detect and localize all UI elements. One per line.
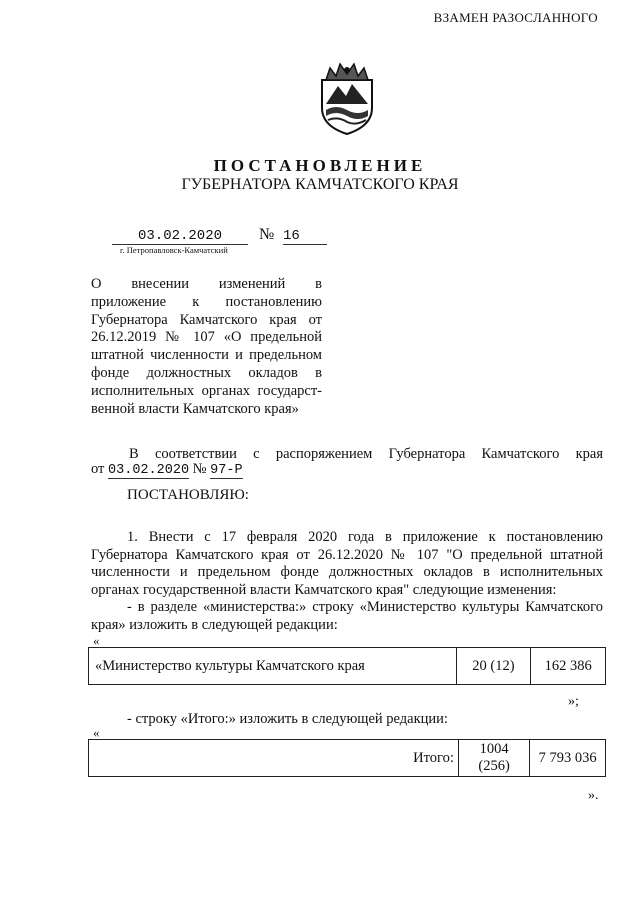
close-quote: »; <box>568 694 579 709</box>
place-of-issue: г. Петропавловск-Камчатский <box>120 245 228 255</box>
body-text <box>91 529 603 634</box>
basis-number: 97-Р <box>210 463 243 478</box>
open-quote: « <box>93 633 100 648</box>
ministry-name-cell: «Министерство культуры Камчатского края <box>89 648 457 685</box>
document-number: 16 <box>283 228 327 245</box>
subitem-2: - строку «Итого:» изложить в следующей редакции: <box>127 711 448 727</box>
document-subject: О внесении изменений в приложение к постановлению Губернатора Камчатского края от 26.12.2019 № 107 «О предельной штатной численности и предельном фонде должностных окладов в исполнительных органах государст-венной власти Камчатского края» <box>91 276 322 417</box>
document-subtitle: ГУБЕРНАТОРА КАМЧАТСКОГО КРАЯ <box>181 176 459 193</box>
basis-from: от <box>91 461 105 477</box>
basis-reference <box>91 461 243 479</box>
fund-cell: 162 386 <box>531 648 606 685</box>
total-staff-cell: 1004 (256) <box>458 740 529 777</box>
subitem-1: - в разделе «министерства:» строку «Министерство культуры Камчатского края» изложить в следующей редакции: <box>91 599 603 633</box>
table-row <box>89 740 606 777</box>
open-quote: « <box>93 725 100 740</box>
total-row-table <box>88 739 606 777</box>
reissue-stamp: ВЗАМЕН РАЗОСЛАННОГО <box>433 10 598 25</box>
basis-date: 03.02.2020 <box>108 463 190 478</box>
table-row <box>89 648 606 685</box>
document-date: 03.02.2020 <box>112 228 248 245</box>
decree-word: ПОСТАНОВЛЯЮ: <box>127 487 249 503</box>
close-quote: ». <box>588 788 599 803</box>
basis-number-label: № <box>192 461 207 477</box>
basis-line: В соответствии с распоряжением Губернатора Камчатского края <box>129 446 603 462</box>
document-title: ПОСТАНОВЛЕНИЕ <box>213 156 427 175</box>
item-1: 1. Внести с 17 февраля 2020 года в приложение к постановлению Губернатора Камчатского края от 26.12.2020 № 107 "О предельной штатной численности и предельном фонде должностных окладов в исполнительных органах государственной власти Камчатского края" следующие изменения: <box>91 529 603 598</box>
total-label-cell: Итого: <box>89 740 459 777</box>
coat-of-arms-icon <box>318 60 376 136</box>
ministry-row-table <box>88 647 606 685</box>
total-fund-cell: 7 793 036 <box>530 740 606 777</box>
staff-count-cell: 20 (12) <box>456 648 531 685</box>
number-label: № <box>259 226 275 243</box>
